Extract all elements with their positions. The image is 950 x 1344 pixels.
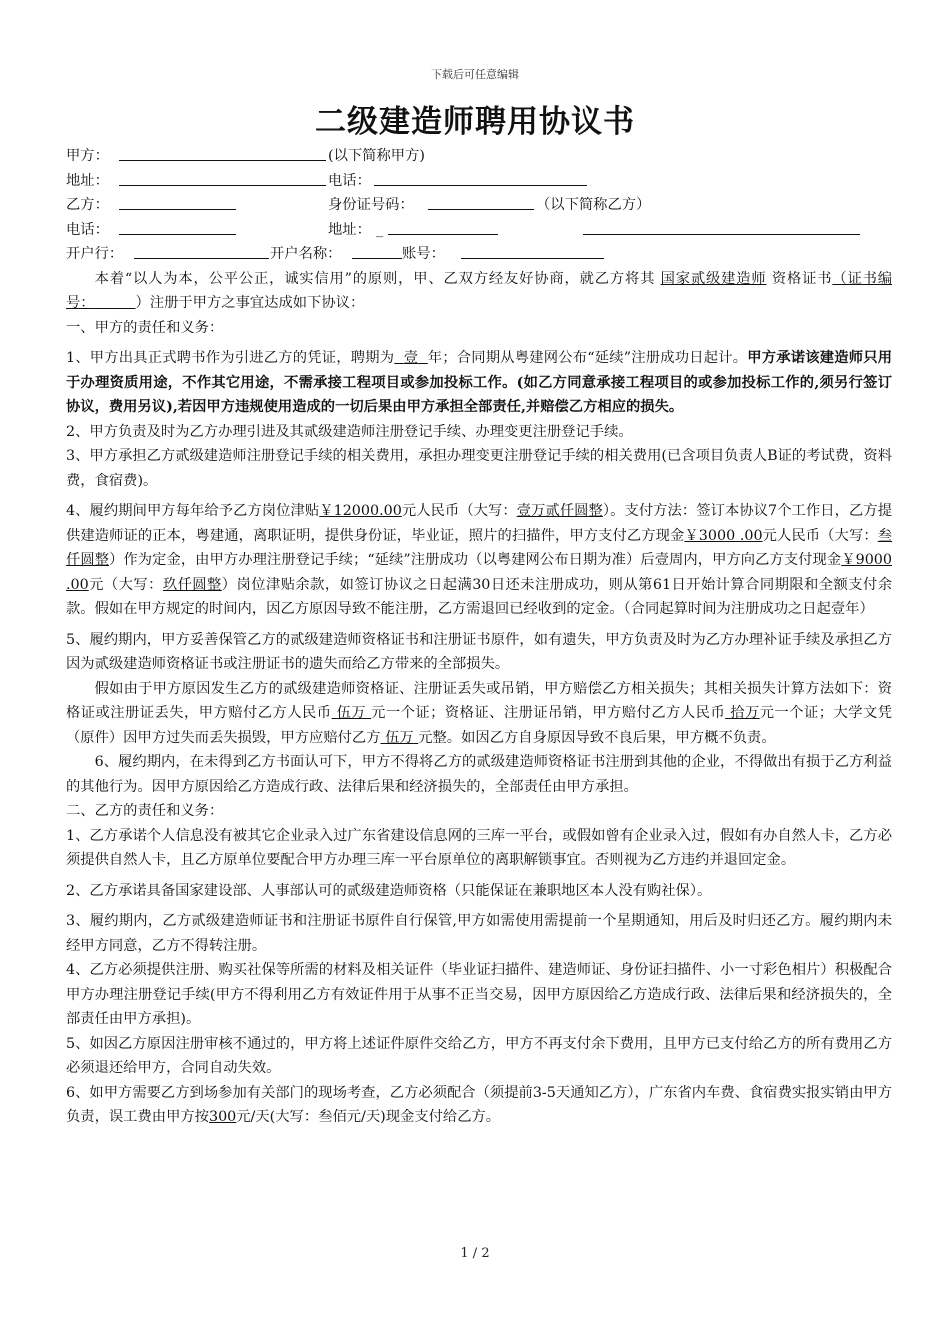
address-blank[interactable] [119,169,326,186]
phone-blank[interactable] [374,169,587,186]
section2-clause-1: 1、乙方承诺个人信息没有被其它企业录入过广东省建设信息网的三库一平台，或假如曾有企业录入过，假如有办自然人卡，乙方必须提供自然人卡，且乙方原单位要配合甲方办理三库一平台原单位的离职解锁事宜。否则视为乙方违约并退回定金。 [66,827,892,868]
intro-text-2: 资格证书 [771,270,833,287]
intro-paragraph [66,267,892,316]
section1-clause-5: 5、履约期内，甲方妥善保管乙方的贰级建造师资格证书和注册证书原件，如有遗失，甲方负责及时为乙方办理补证手续及承担乙方因为贰级建造师资格证书或注册证书的遗失而给乙方带来的全部损失。 [66,631,892,672]
party-a-label: 甲方： [66,148,109,164]
intro-cert-type: 国家贰级建造师 [660,270,767,287]
section1-clause-6: 6、履约期内，在未得到乙方书面认可下，甲方不得将乙方的贰级建造师资格证书注册到其他的企业，不得做出有损于乙方利益的其他行为。因甲方原因给乙方造成行政、法律后果和经济损失的，全部责任由甲方承担。 [66,754,892,795]
id-label: 身份证号码： [328,197,414,213]
party-b-blank[interactable] [119,193,236,210]
intro-text-1: 本着“以人为本，公平公正，诚实信用”的原则，甲、乙双方经友好协商，就乙方将其 [94,270,656,287]
intro-cert-no: （证书编号： [66,270,893,311]
section1-clause-1-bold: 甲方承诺该建造师只用于办理资质用途，不作其它用途，不需承接工程项目或参加投标工作。(如乙方同意承接工程项目的或参加投标工作的,须另行签订协议，费用另议),若因甲方违规使用造成的一切后果由甲方承担全部责任,并赔偿乙方相应的损失。 [66,350,893,415]
bank-row [66,242,892,267]
bank-blank[interactable] [134,242,269,259]
section1-clause-3: 3、甲方承担乙方贰级建造师注册登记手续的相关费用，承担办理变更注册登记手续的相关费用(已含项目负责人B证的考试费，资料费，食宿费)。 [66,448,892,489]
section2-clause-4: 4、乙方必须提供注册、购买社保等所需的材料及相关证件（毕业证扫描件、建造师证、身份证扫描件、小一寸彩色相片）积极配合甲方办理注册登记手续(甲方不得利用乙方有效证件用于从事不正当交易，因甲方原因给乙方造成行政、法律后果和经济损失的，全部责任由甲方承担)。 [66,962,892,1027]
page-number: 1 / 2 [460,1246,490,1261]
party-b-suffix: （以下简称乙方） [536,197,651,213]
address2-label: 地址： [328,221,371,238]
id-blank[interactable] [428,193,534,210]
party-a-row [66,144,892,169]
intro-text-3: ）注册于甲方之事宜达成如下协议： [135,295,365,311]
party-b-row [66,193,892,218]
phone-label: 电话： [328,172,371,189]
header-note: 下载后可任意编辑 [431,68,519,81]
section1-clause-5-compensation: 假如由于甲方原因发生乙方的贰级建造师资格证、注册证丢失或吊销，甲方赔偿乙方相关损失；其相关损失计算方法如下：资格证或注册证丢失，甲方赔付乙方人民币 伍万 元一个证；资格证、注册证吊销，甲方赔付乙方人民币 拾万元一个证；大学文凭（原件）因甲方过失而丢失损毁，甲方应赔付乙方 伍万 元整。如因乙方自身原因导致不良后果，甲方概不负责。 [66,680,893,746]
account-no-blank[interactable] [461,242,604,259]
document-body [66,144,892,1130]
section1-heading: 一、甲方的责任和义务： [66,319,224,336]
phone-address-row [66,218,892,243]
document-title: 二级建造师聘用协议书 [315,104,635,140]
address-phone-row [66,169,892,194]
address2-blank[interactable] [388,218,498,235]
section2-clause-5: 5、如因乙方原因注册审核不通过的，甲方将上述证件原件交给乙方，甲方不再支付余下费用，且甲方已支付给乙方的所有费用乙方必须退还给甲方，合同自动失效。 [66,1035,892,1076]
section1-clause-4: 4、履约期间甲方每年给予乙方岗位津贴￥12000.00元人民币（大写：壹万贰仟圆整）。支付方法：签订本协议7个工作日，乙方提供建造师证的正本，粤建通，离职证明，提供身份证，毕业证，照片的扫描件，甲方支付乙方现金￥3000 .00元人民币（大写：叁仟圆整）作为定金，由甲方办理注册登记手续；“延续”注册成功（以粤建网公布日期为准）后壹周内，甲方向乙方支付现金￥9000 .00元（大写：玖仟圆整）岗位津贴余款，如签订协议之日起满30日还未注册成功，则从第61日开始计算合同期限和全额支付余款。假如在甲方规定的时间内，因乙方原因导致不能注册，乙方需退回已经收到的定金。（合同起算时间为注册成功之日起壹年） [66,503,893,617]
phone2-blank[interactable] [119,218,236,235]
address2-prefix: _ [376,221,384,238]
section2-clause-6: 6、如甲方需要乙方到场参加有关部门的现场考查，乙方必须配合（须提前3-5天通知乙方），广东省内车费、食宿费实报实销由甲方负责，误工费由甲方按300元/天(大写：叁佰元/天)现金支付给乙方。 [66,1084,892,1125]
section1-clause-2: 2、甲方负责及时为乙方办理引进及其贰级建造师注册登记手续、办理变更注册登记手续。 [66,423,633,440]
section2-clause-3: 3、履约期内，乙方贰级建造师证书和注册证书原件自行保管,甲方如需使用需提前一个星期通知，用后及时归还乙方。履约期内未经甲方同意，乙方不得转注册。 [66,913,892,954]
party-a-blank[interactable] [119,144,326,161]
account-no-label: 账号： [402,246,445,262]
section1-clause-1: 1、甲方出具正式聘书作为引进乙方的凭证，聘期为 壹 年；合同期从粤建网公布“延续”注册成功日起计。甲方承诺该建造师只用于办理资质用途，不作其它用途，不需承接工程项目或参加投标工作。(如乙方同意承接工程项目的或参加投标工作的,须另行签订协议，费用另议),若因甲方违规使用造成的一切后果由甲方承担全部责任,并赔偿乙方相应的损失。 [66,350,893,415]
party-a-suffix: (以下简称甲方) [328,148,425,164]
bank-label: 开户行： [66,246,124,262]
address-label: 地址： [66,172,109,189]
account-name-blank[interactable] [352,242,402,259]
party-b-label: 乙方： [66,197,109,213]
address2-blank-2[interactable] [583,218,860,235]
account-name-label: 开户名称： [270,246,342,262]
section2-clause-2: 2、乙方承诺具备国家建设部、人事部认可的贰级建造师资格（只能保证在兼职地区本人没有购社保）。 [66,882,712,899]
phone2-label: 电话： [66,221,109,238]
section2-heading: 二、乙方的责任和义务： [66,803,224,819]
